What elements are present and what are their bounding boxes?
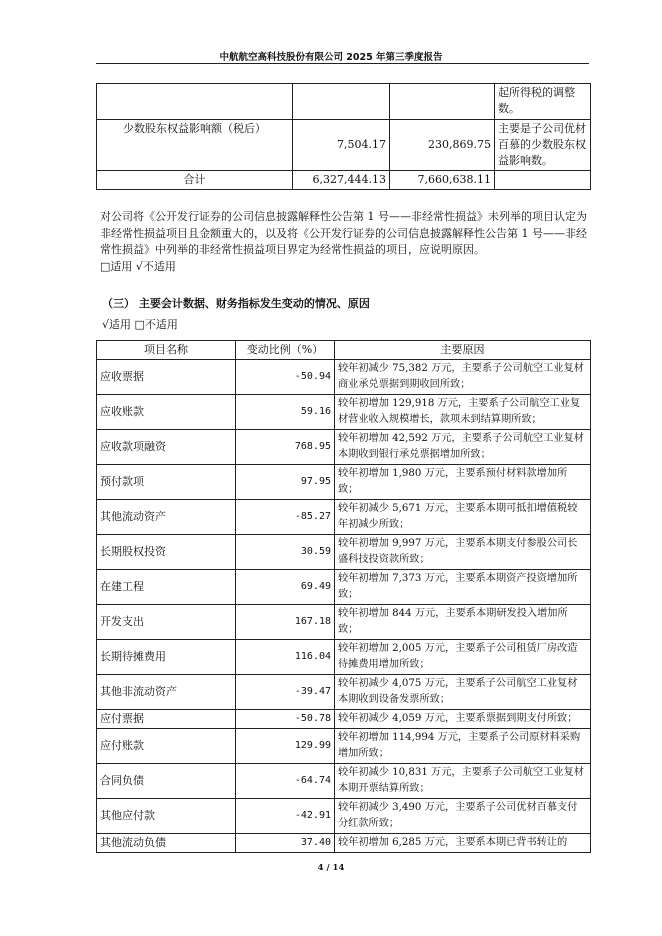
applicability-option: √适用 □不适用 xyxy=(102,318,178,331)
table-row xyxy=(97,570,591,605)
change-ratio-cell: 129.99 xyxy=(236,729,335,764)
reason-cell: 较年初减少 4,075 万元，主要系子公司航空工业复材本期收到设备发票所致； xyxy=(335,675,591,710)
reason-cell: 较年初增加 129,918 万元，主要系子公司航空工业复材营业收入规模增长，款项未到结算期所致； xyxy=(335,395,591,430)
change-ratio-cell: -39.47 xyxy=(236,675,335,710)
reason-cell: 较年初减少 75,382 万元，主要系子公司航空工业复材商业承兑票据到期收回所致； xyxy=(335,360,591,395)
reason-cell: 较年初减少 5,671 万元，主要系本期可抵扣增值税较年初减少所致； xyxy=(335,500,591,535)
change-ratio-cell: 59.16 xyxy=(236,395,335,430)
item-name-cell: 长期股权投资 xyxy=(97,535,236,570)
non-recurring-table xyxy=(96,83,591,190)
table-row xyxy=(97,465,591,500)
table-row xyxy=(97,799,591,834)
reason-cell: 较年初增加 6,285 万元，主要系本期已背书转让的 xyxy=(335,834,591,853)
value-cell: 230,869.75 xyxy=(390,120,495,171)
value-cell xyxy=(390,84,495,120)
table-row xyxy=(97,171,591,190)
item-cell: 少数股东权益影响额（税后） xyxy=(97,120,293,171)
item-name-cell: 其他流动资产 xyxy=(97,500,236,535)
table-header-row xyxy=(97,341,591,360)
reason-cell: 较年初减少 10,831 万元，主要系子公司航空工业复材本期开票结算所致； xyxy=(335,764,591,799)
total-value: 7,660,638.11 xyxy=(390,171,495,190)
item-cell xyxy=(97,84,293,120)
total-label: 合计 xyxy=(97,171,293,190)
item-name-cell: 应收票据 xyxy=(97,360,236,395)
change-ratio-cell: -85.27 xyxy=(236,500,335,535)
table-row xyxy=(97,120,591,171)
reason-cell: 较年初增加 9,997 万元，主要系本期支付参股公司长盛科技投资款所致； xyxy=(335,535,591,570)
table-row xyxy=(97,605,591,640)
table-row xyxy=(97,535,591,570)
change-ratio-cell: 97.95 xyxy=(236,465,335,500)
item-name-cell: 开发支出 xyxy=(97,605,236,640)
table-row xyxy=(97,395,591,430)
note-cell: 主要是子公司优材百慕的少数股东权益影响数。 xyxy=(495,120,591,171)
table-row xyxy=(97,640,591,675)
table-row xyxy=(97,729,591,764)
table-row xyxy=(97,430,591,465)
reason-cell: 较年初增加 2,005 万元，主要系子公司租赁厂房改造待摊费用增加所致； xyxy=(335,640,591,675)
reason-cell: 较年初增加 7,373 万元，主要系本期资产投资增加所致； xyxy=(335,570,591,605)
item-name-cell: 其他应付款 xyxy=(97,799,236,834)
item-name-cell: 预付款项 xyxy=(97,465,236,500)
table-row xyxy=(97,764,591,799)
item-name-cell: 合同负债 xyxy=(97,764,236,799)
table-row xyxy=(97,834,591,853)
change-ratio-cell: 116.04 xyxy=(236,640,335,675)
reason-cell: 较年初增加 1,980 万元，主要系预付材料款增加所致； xyxy=(335,465,591,500)
column-header: 项目名称 xyxy=(97,341,236,360)
item-name-cell: 在建工程 xyxy=(97,570,236,605)
reason-cell: 较年初增加 42,592 万元，主要系子公司航空工业复材本期收到银行承兑票据增加所致； xyxy=(335,430,591,465)
item-name-cell: 应收款项融资 xyxy=(97,430,236,465)
item-name-cell: 应收账款 xyxy=(97,395,236,430)
reason-cell: 较年初减少 3,490 万元，主要系子公司优材百慕支付分红款所致； xyxy=(335,799,591,834)
column-header: 主要原因 xyxy=(335,341,591,360)
total-value: 6,327,444.13 xyxy=(293,171,390,190)
item-name-cell: 应付账款 xyxy=(97,729,236,764)
item-name-cell: 其他流动负债 xyxy=(97,834,236,853)
header-rule xyxy=(96,63,589,64)
change-ratio-cell: -50.94 xyxy=(236,360,335,395)
explanation-paragraph: 对公司将《公开发行证券的公司信息披露解释性公告第 1 号——非经常性损益》未列举的项目认定为非经常性损益项目且金额重大的，以及将《公开发行证券的公司信息披露解释性公告第 1 号——非经常性损益》中列举的非经常性损益项目界定为经常性损益的项目，应说明原因。 xyxy=(100,210,587,256)
table-row xyxy=(97,675,591,710)
item-name-cell: 其他非流动资产 xyxy=(97,675,236,710)
reason-cell: 较年初增加 844 万元，主要系本期研发投入增加所致； xyxy=(335,605,591,640)
table-row xyxy=(97,500,591,535)
item-name-cell: 长期待摊费用 xyxy=(97,640,236,675)
change-ratio-cell: 69.49 xyxy=(236,570,335,605)
table-row xyxy=(97,360,591,395)
note-cell xyxy=(495,171,591,190)
page-number: 4 / 14 xyxy=(317,863,345,873)
change-ratio-cell: -50.78 xyxy=(236,710,335,729)
change-ratio-cell: -42.91 xyxy=(236,799,335,834)
value-cell: 7,504.17 xyxy=(293,120,390,171)
item-name-cell: 应付票据 xyxy=(97,710,236,729)
column-header: 变动比例（%） xyxy=(236,341,335,360)
value-cell xyxy=(293,84,390,120)
reason-cell: 较年初减少 4,059 万元，主要系票据到期支付所致； xyxy=(335,710,591,729)
applicability-option: □适用 √不适用 xyxy=(100,260,176,273)
section-title: （三） 主要会计数据、财务指标发生变动的情况、原因 xyxy=(102,297,370,310)
changes-table xyxy=(96,340,591,853)
table-row xyxy=(97,710,591,729)
change-ratio-cell: -64.74 xyxy=(236,764,335,799)
change-ratio-cell: 167.18 xyxy=(236,605,335,640)
change-ratio-cell: 37.40 xyxy=(236,834,335,853)
table-row xyxy=(97,84,591,120)
change-ratio-cell: 30.59 xyxy=(236,535,335,570)
report-header: 中航航空高科技股份有限公司 2025 年第三季度报告 xyxy=(219,52,443,63)
reason-cell: 较年初增加 114,994 万元，主要系子公司原材料采购增加所致； xyxy=(335,729,591,764)
note-cell: 起所得税的调整数。 xyxy=(495,84,591,120)
change-ratio-cell: 768.95 xyxy=(236,430,335,465)
